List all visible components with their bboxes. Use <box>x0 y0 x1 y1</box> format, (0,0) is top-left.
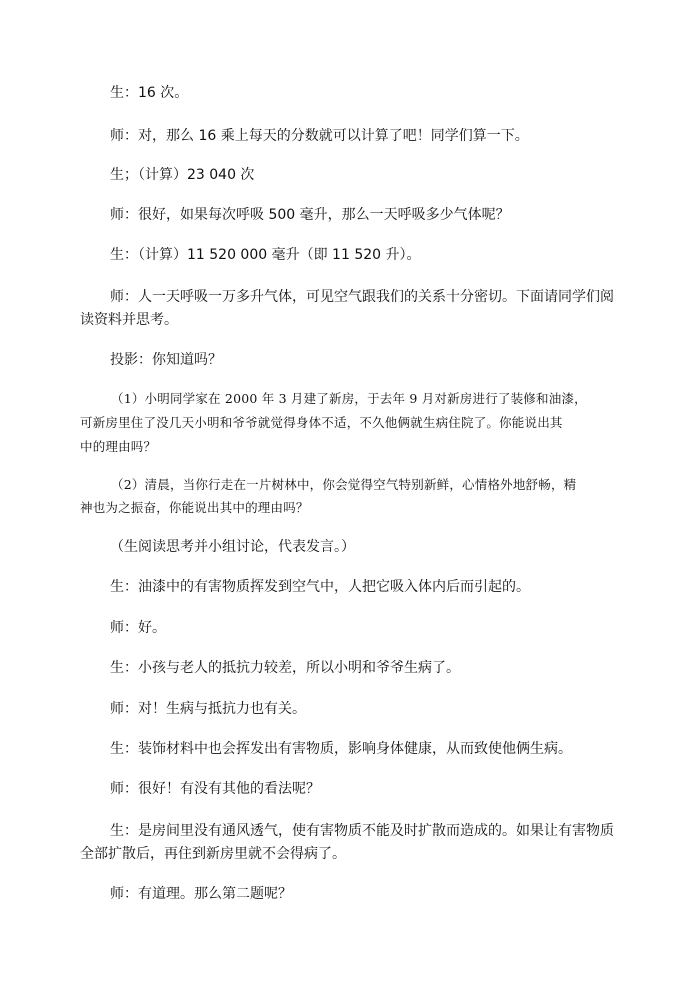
dialogue-line: 师：人一天呼吸一万多升气体，可见空气跟我们的关系十分密切。下面请同学们阅 <box>110 289 614 305</box>
dialogue-line: 师：很好，如果每次呼吸 500 毫升，那么一天呼吸多少气体呢？ <box>110 207 510 223</box>
reading-material-line: 中的理由吗？ <box>80 439 157 454</box>
dialogue-line: 生；（计算）23 040 次 <box>110 167 255 183</box>
reading-material-line: 可新房里住了没几天小明和爷爷就觉得身体不适，不久他俩就生病住院了。你能说出其 <box>80 415 563 430</box>
reading-material-line: （2）清晨，当你行走在一片树林中，你会觉得空气特别新鲜，心情格外地舒畅，精 <box>111 477 577 492</box>
dialogue-line: 生：（计算）11 520 000 毫升（即 11 520 升）。 <box>110 247 421 263</box>
dialogue-line: 师：好。 <box>110 620 166 636</box>
dialogue-line: 师：对！生病与抵抗力也有关。 <box>110 701 306 717</box>
reading-material-line: （1）小明同学家在 2000 年 3 月建了新房，于去年 9 月对新房进行了装修和油漆， <box>111 391 587 406</box>
dialogue-line: 生：16 次。 <box>110 85 189 101</box>
dialogue-line-continuation: 读资料并思考。 <box>80 312 178 328</box>
dialogue-line: 生：小孩与老人的抵抗力较差，所以小明和爷爷生病了。 <box>110 660 460 676</box>
dialogue-line: 生：装饰材料中也会挥发出有害物质，影响身体健康，从而致使他俩生病。 <box>110 741 572 757</box>
projection-heading: 投影：你知道吗？ <box>110 352 222 368</box>
dialogue-line: 师：对，那么 16 乘上每天的分数就可以计算了吧！同学们算一下。 <box>110 128 529 144</box>
dialogue-line: 师：很好！有没有其他的看法呢？ <box>110 781 320 797</box>
dialogue-line: 师：有道理。那么第二题呢？ <box>110 886 292 902</box>
reading-material-line: 神也为之振奋，你能说出其中的理由吗？ <box>80 500 309 515</box>
dialogue-line-continuation: 全部扩散后，再住到新房里就不会得病了。 <box>80 846 346 862</box>
dialogue-line: 生：是房间里没有通风透气，使有害物质不能及时扩散而造成的。如果让有害物质 <box>110 823 614 839</box>
dialogue-line: 生：油漆中的有害物质挥发到空气中，人把它吸入体内后而引起的。 <box>110 579 530 595</box>
stage-direction: （生阅读思考并小组讨论，代表发言。） <box>110 539 355 555</box>
